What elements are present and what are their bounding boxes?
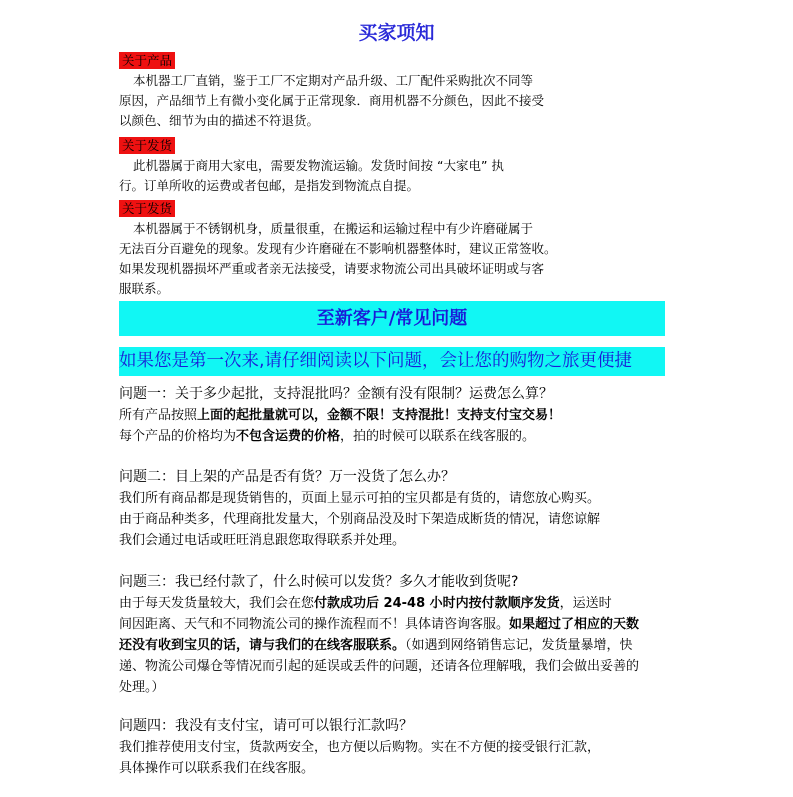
answer-text: ，拍的时候可以联系在线客服的。	[340, 429, 536, 444]
faq-item-3	[119, 572, 679, 698]
section-text-shipping-damage	[119, 219, 619, 299]
answer-line: 我们会通过电话或旺旺消息跟您取得联系并处理。	[119, 533, 406, 548]
answer-line: 我们推荐使用支付宝，货款两安全，也方便以后购物。实在不方便的接受银行汇款，	[119, 740, 601, 755]
answer-bold: 上面的起批量就可以，金额不限！支持混批！支持支付宝交易！	[197, 408, 562, 423]
question-title: 问题二：目上架的产品是否有货？万一没货了怎么办？	[119, 469, 455, 485]
answer-line: 处理。）	[119, 680, 165, 695]
text-line: 以颜色、细节为由的描述不符退货。	[119, 113, 320, 128]
answer-line	[119, 635, 679, 656]
section-text-shipping	[119, 156, 619, 196]
answer-line: 具体操作可以联系我们在线客服。	[119, 761, 315, 776]
intro-banner: 如果您是第一次来,请仔细阅读以下问题，会让您的购物之旅更便捷	[119, 347, 665, 376]
answer-bold: 如果超过了相应的天数	[509, 617, 640, 632]
faq-item-2	[119, 467, 679, 551]
faq-item-1	[119, 384, 679, 447]
text-line: 本机器工厂直销，鉴于工厂不定期对产品升级、工厂配件采购批次不同等	[133, 73, 534, 88]
answer-bold: 付款成功后 24-48 小时内按付款顺序发货	[314, 596, 560, 611]
section-label-shipping-damage: 关于发货	[119, 200, 175, 217]
answer-bold: 还没有收到宝贝的话，请与我们的在线客服联系。	[119, 638, 406, 653]
text-line: 此机器属于商用大家电，需要发物流运输。发货时间按 “大家电” 执	[133, 158, 504, 173]
faq-banner: 至新客户/常见问题	[119, 301, 665, 336]
answer-bold: 不包含运费的价格	[236, 429, 341, 444]
answer-line	[119, 426, 679, 447]
answer-line: 由于商品种类多，代理商批发量大，个别商品没及时下架造成断货的情况，请您谅解	[119, 512, 601, 527]
answer-line	[119, 593, 679, 614]
faq-item-4	[119, 716, 679, 779]
answer-text: 间因距离、天气和不同物流公司的操作流程而不！具体请咨询客服。	[119, 617, 510, 632]
answer-line	[119, 405, 679, 426]
page-title: 买家项知	[358, 22, 435, 44]
text-line: 无法百分百避免的现象。发现有少许磨碰在不影响机器整体时，建议正常签收。	[119, 241, 557, 256]
answer-line	[119, 614, 679, 635]
answer-text: （如遇到网络销售忘记，发货量暴增，快	[405, 638, 633, 653]
question-title: 问题三：我已经付款了，什么时候可以发货？多久才能收到货呢?	[119, 574, 519, 590]
answer-text: ，运送时	[559, 596, 612, 611]
answer-line: 递、物流公司爆仓等情况而引起的延误或丢件的问题，还请各位理解哦，我们会做出妥善的	[119, 659, 640, 674]
section-label-product: 关于产品	[119, 52, 175, 69]
text-line: 如果发现机器损坏严重或者亲无法接受，请要求物流公司出具破坏证明或与客	[119, 261, 545, 276]
text-line: 原因，产品细节上有微小变化属于正常现象．商用机器不分颜色，因此不接受	[119, 93, 545, 108]
answer-text: 所有产品按照	[119, 408, 198, 423]
answer-text: 由于每天发货量较大，我们会在您	[119, 596, 315, 611]
text-line: 本机器属于不锈钢机身，质量很重，在搬运和运输过程中有少许磨碰属于	[133, 221, 534, 236]
text-line: 行。订单所收的运费或者包邮，是指发到物流点自提。	[119, 178, 420, 193]
answer-line: 我们所有商品都是现货销售的，页面上显示可拍的宝贝都是有货的，请您放心购买。	[119, 491, 601, 506]
answer-text: 每个产品的价格均为	[119, 429, 237, 444]
question-title: 问题一：关于多少起批，支持混批吗？金额有没有限制？运费怎么算？	[119, 386, 553, 402]
section-label-shipping: 关于发货	[119, 137, 175, 154]
section-text-product	[119, 71, 619, 131]
text-line: 服联系。	[119, 281, 170, 296]
question-title: 问题四：我没有支付宝，请可可以银行汇款吗？	[119, 718, 413, 734]
